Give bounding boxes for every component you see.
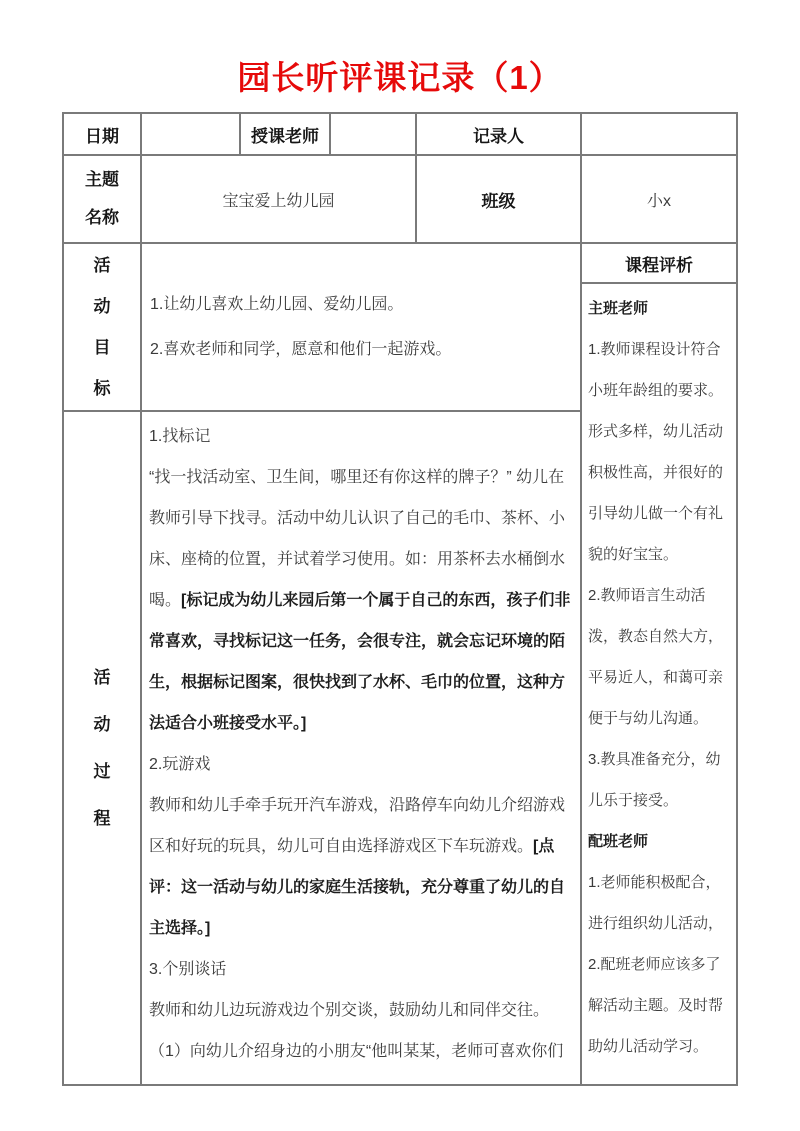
goals-row — [63, 243, 737, 283]
page-title: 园长听评课记录（1） — [237, 59, 563, 96]
evaluation-text: 主班老师 1.教师课程设计符合小班年龄组的要求。形式多样，幼儿活动积极性高，并很好的引导幼儿做一个有礼貌的好宝宝。 2.教师语言生动活泼，教态自然大方，平易近人，和蔼可亲便于与幼儿沟通。 3.教具准备充分，幼儿乐于接受。 配班老师 1.老师能积极配合，进行组织幼儿活动， 2.配班老师应该多了解活动主题。及时帮助幼儿活动学习。 — [588, 300, 724, 1055]
goals-label: 活 动 目 标 — [63, 243, 141, 411]
class-value: 小x — [581, 155, 737, 243]
teacher-value — [330, 113, 416, 155]
goals-content: 1.让幼儿喜欢上幼儿园、爱幼儿园。 2.喜欢老师和同学，愿意和他们一起游戏。 — [141, 243, 581, 411]
date-label: 日期 — [63, 113, 141, 155]
process-label: 活 动 过 程 — [63, 411, 141, 1085]
theme-row — [63, 155, 737, 243]
process-text: 1.找标记 “找一找活动室、卫生间，哪里还有你这样的牌子？” 幼儿在教师引导下找寻。活动中幼儿认识了自己的毛巾、茶杯、小床、座椅的位置，并试着学习使用。如：用茶杯去水桶倒水喝。[标记成为幼儿来园后第一个属于自己的东西，孩子们非常喜欢，寻找标记这一任务，会很专注，就会忘记环境的陌生，根据标记图案，很快找到了水杯、毛巾的位置，这种方法适合小班接受水平。] 2.玩游戏 教师和幼儿手牵手玩开汽车游戏，沿路停车向幼儿介绍游戏区和好玩的玩具，幼儿可自由选择游戏区下车玩游戏。[点评：这一活动与幼儿的家庭生活接轨，充分尊重了幼儿的自主选择。] 3.个别谈话 教师和幼儿边玩游戏边个别交谈，鼓励幼儿和同伴交往。 （1）向幼儿介绍身边的小朋友“他叫某某，老师可喜欢你们 — [149, 428, 571, 1060]
record-table — [62, 112, 738, 1086]
process-content — [141, 411, 581, 1085]
evaluation-header: 课程评析 — [581, 243, 737, 283]
header-row — [63, 113, 737, 155]
evaluation-content — [581, 283, 737, 1085]
theme-value: 宝宝爱上幼儿园 — [141, 155, 416, 243]
theme-label: 主题 名称 — [63, 155, 141, 243]
recorder-value — [581, 113, 737, 155]
date-value — [141, 113, 240, 155]
teacher-label: 授课老师 — [240, 113, 330, 155]
recorder-label: 记录人 — [416, 113, 581, 155]
class-label: 班级 — [416, 155, 581, 243]
